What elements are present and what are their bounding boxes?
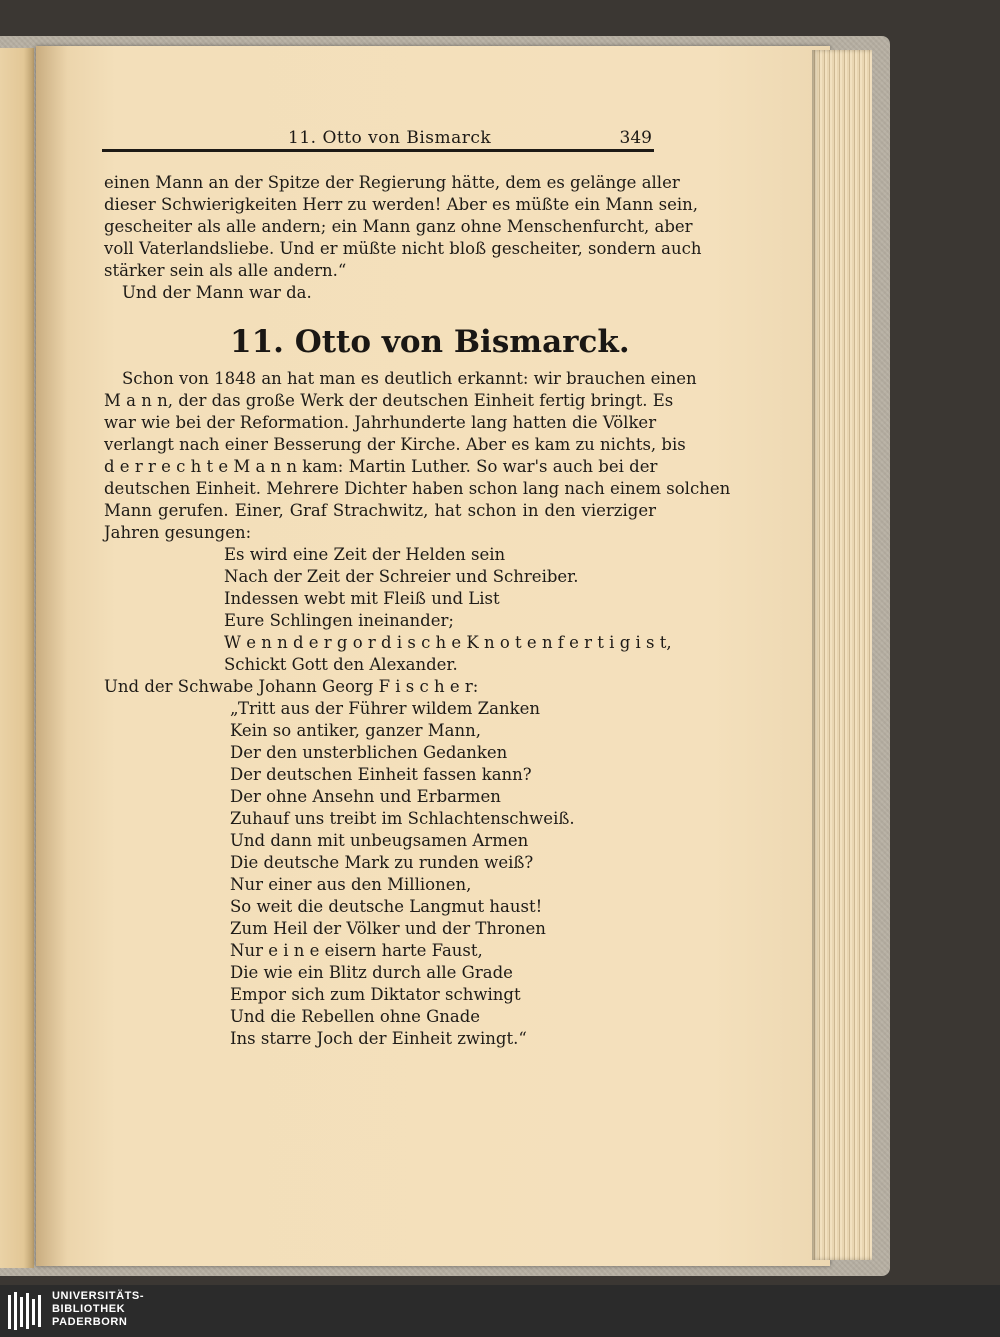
poem-line: Der deutschen Einheit fassen kann?	[230, 765, 532, 784]
poem-line: W e n n d e r g o r d i s c h e K n o t e n f e r t i g i s t,	[224, 633, 672, 652]
intro-line: stärker sein als alle andern.“	[104, 261, 347, 280]
poem-line: Nur e i n e eisern harte Faust,	[230, 941, 483, 960]
intro-line: einen Mann an der Spitze der Regierung hätte, dem es gelänge aller	[104, 173, 680, 192]
library-logo-icon	[6, 1289, 44, 1333]
page-block-edges	[812, 50, 872, 1260]
left-page-edge	[0, 48, 34, 1268]
poem-line: Eure Schlingen ineinander;	[224, 611, 454, 630]
intro-line: voll Vaterlandsliebe. Und er müßte nicht bloß gescheiter, sondern auch	[104, 239, 702, 258]
header-rule	[102, 149, 654, 152]
paragraph-line: Mann gerufen. Einer, Graf Strachwitz, hat schon in den vierziger	[104, 501, 656, 520]
library-name-line: PADERBORN	[52, 1316, 128, 1328]
poem-line: Empor sich zum Diktator schwingt	[230, 985, 521, 1004]
poem-line: Und dann mit unbeugsamen Armen	[230, 831, 529, 850]
poem-line: Der ohne Ansehn und Erbarmen	[230, 787, 501, 806]
poem-line: Kein so antiker, ganzer Mann,	[230, 721, 481, 740]
poem-line: Nach der Zeit der Schreier und Schreiber.	[224, 567, 579, 586]
poem-line: So weit die deutsche Langmut haust!	[230, 897, 543, 916]
poem-line: Zuhauf uns treibt im Schlachtenschweiß.	[230, 809, 575, 828]
library-name-line: BIBLIOTHEK	[52, 1303, 126, 1315]
poem-line: Schickt Gott den Alexander.	[224, 655, 458, 674]
library-name-line: UNIVERSITÄTS-	[52, 1290, 145, 1302]
poem-line: Zum Heil der Völker und der Thronen	[230, 919, 546, 938]
poem-line: Es wird eine Zeit der Helden sein	[224, 545, 506, 564]
transition-line: Und der Schwabe Johann Georg F i s c h e r:	[104, 677, 479, 696]
library-footer	[0, 1285, 1000, 1337]
running-head: 11. Otto von Bismarck	[288, 128, 492, 148]
section-heading: 11. Otto von Bismarck.	[230, 324, 630, 360]
paragraph-line: Jahren gesungen:	[104, 523, 252, 542]
paragraph-line: d e r r e c h t e M a n n kam: Martin Luther. So war's auch bei der	[104, 457, 658, 476]
poem-line: Indessen webt mit Fleiß und List	[224, 589, 500, 608]
page-header	[102, 120, 654, 152]
poem-line: Ins starre Joch der Einheit zwingt.“	[230, 1029, 527, 1048]
poem-line: Die deutsche Mark zu runden weiß?	[230, 853, 534, 872]
poem-line: Nur einer aus den Millionen,	[230, 875, 472, 894]
library-name	[52, 1290, 144, 1329]
paragraph-line: Schon von 1848 an hat man es deutlich erkannt: wir brauchen einen	[122, 369, 697, 388]
poem-line: Und die Rebellen ohne Gnade	[230, 1007, 481, 1026]
page-number: 349	[619, 128, 652, 148]
paragraph-line: war wie bei der Reformation. Jahrhunderte lang hatten die Völker	[104, 413, 657, 432]
paragraph-line: verlangt nach einer Besserung der Kirche. Aber es kam zu nichts, bis	[104, 435, 686, 454]
intro-line: dieser Schwierigkeiten Herr zu werden! Aber es müßte ein Mann sein,	[104, 195, 698, 214]
poem-line: „Tritt aus der Führer wildem Zanken	[230, 699, 540, 718]
poem-line: Die wie ein Blitz durch alle Grade	[230, 963, 513, 982]
intro-line: gescheiter als alle andern; ein Mann ganz ohne Menschenfurcht, aber	[104, 217, 693, 236]
intro-line: Und der Mann war da.	[122, 283, 312, 302]
paragraph-line: M a n n, der das große Werk der deutschen Einheit fertig bringt. Es	[104, 391, 674, 410]
paragraph-line: deutschen Einheit. Mehrere Dichter haben schon lang nach einem solchen	[104, 479, 731, 498]
poem-line: Der den unsterblichen Gedanken	[230, 743, 508, 762]
